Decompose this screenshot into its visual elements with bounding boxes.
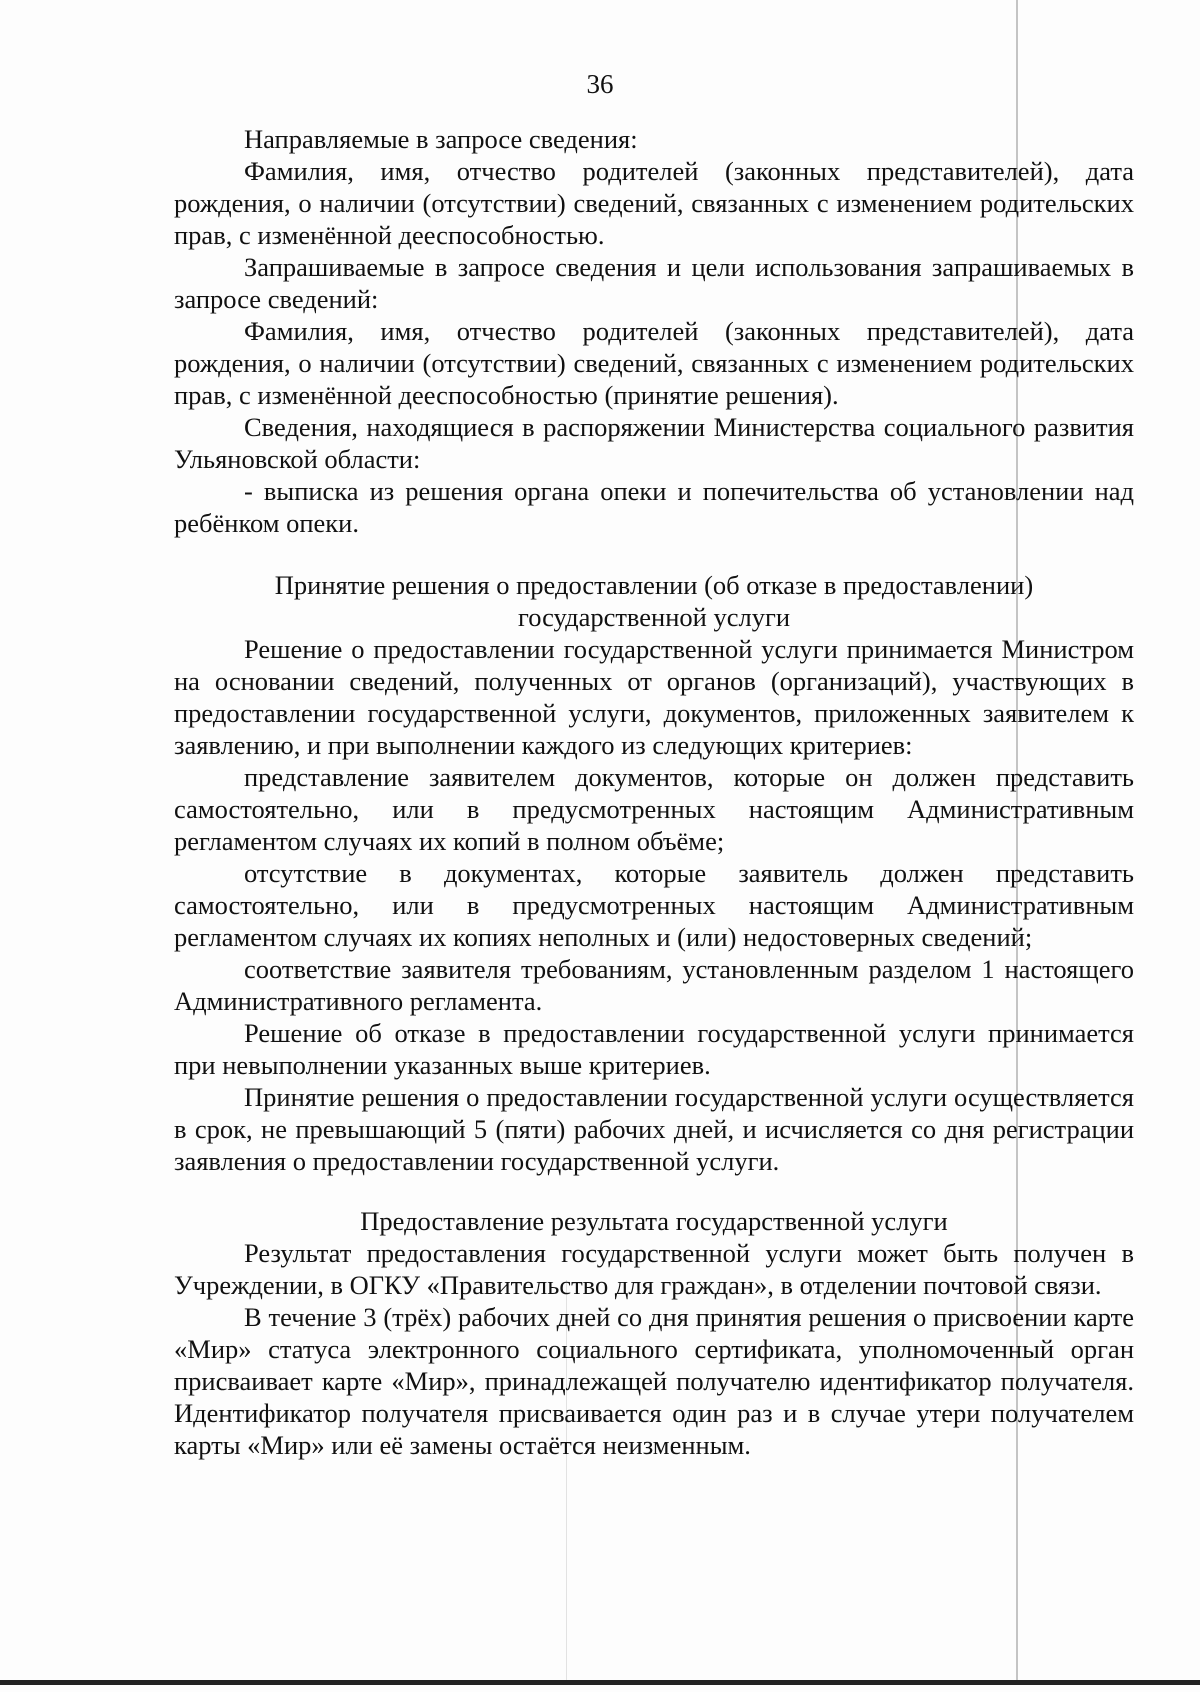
page-number: 36 xyxy=(586,69,614,99)
section-heading-result: Предоставление результата государственной услуги xyxy=(360,1206,948,1236)
paragraph-requested-info-header: Направляемые в запросе сведения: xyxy=(244,124,638,154)
paragraph-criterion-requirements: соответствие заявителя требованиям, установленным разделом 1 настоящего Административного регламента. xyxy=(174,954,1134,1016)
paragraph-guardianship-extract: - выписка из решения органа опеки и попечительства об установлении над ребёнком опеки. xyxy=(174,476,1134,538)
paragraph-refusal-decision: Решение об отказе в предоставлении государственной услуги принимается при невыполнении указанных выше критериев. xyxy=(174,1018,1134,1080)
scan-bottom-edge xyxy=(0,1680,1200,1685)
paragraph-decision-term: Принятие решения о предоставлении государственной услуги осуществляется в срок, не превышающий 5 (пяти) рабочих дней, и исчисляется со дня регистрации заявления о предоставлении государственной услуги. xyxy=(174,1082,1134,1176)
document-body xyxy=(174,123,1134,1461)
paragraph-criterion-no-false-info: отсутствие в документах, которые заявитель должен представить самостоятельно, или в предусмотренных настоящим Административным регламентом случаях их копиях неполных и (или) недостоверных сведений; xyxy=(174,858,1134,952)
paragraph-decision-basis: Решение о предоставлении государственной услуги принимается Министром на основании сведений, полученных от органов (организаций), участвующих в предоставлении государственной услуги, документов, приложенных заявителем к заявлению, и при выполнении каждого из следующих критериев: xyxy=(174,634,1134,760)
section-heading-decision: Принятие решения о предоставлении (об отказе в предоставлении) государственной услуги xyxy=(274,570,1034,632)
paragraph-mir-card-identifier: В течение 3 (трёх) рабочих дней со дня принятия решения о присвоении карте «Мир» статуса электронного социального сертификата, уполномоченный орган присваивает карте «Мир», принадлежащей получателю идентификатор получателя. Идентификатор получателя присваивается один раз и в случае утери получателем карты «Мир» или её замены остаётся неизменным. xyxy=(174,1302,1134,1460)
paragraph-ministry-info: Сведения, находящиеся в распоряжении Министерства социального развития Ульяновской области: xyxy=(174,412,1134,474)
paragraph-criterion-documents: представление заявителем документов, которые он должен представить самостоятельно, или в предусмотренных настоящим Административным регламентом случаях их копий в полном объёме; xyxy=(174,762,1134,856)
paragraph-requested-info-fields: Фамилия, имя, отчество родителей (законных представителей), дата рождения, о наличии (отсутствии) сведений, связанных с изменением родительских прав, с изменённой дееспособностью. xyxy=(174,156,1134,250)
paragraph-result-delivery: Результат предоставления государственной услуги может быть получен в Учреждении, в ОГКУ «Правительство для граждан», в отделении почтовой связи. xyxy=(174,1238,1134,1300)
paragraph-requested-info-purpose: Запрашиваемые в запросе сведения и цели использования запрашиваемых в запросе сведений: xyxy=(174,252,1134,314)
paragraph-requested-info-fields-purpose: Фамилия, имя, отчество родителей (законных представителей), дата рождения, о наличии (отсутствии) сведений, связанных с изменением родительских прав, с изменённой дееспособностью (принятие решения). xyxy=(174,316,1134,410)
section-gap xyxy=(174,539,1134,569)
section-gap xyxy=(174,1177,1134,1205)
